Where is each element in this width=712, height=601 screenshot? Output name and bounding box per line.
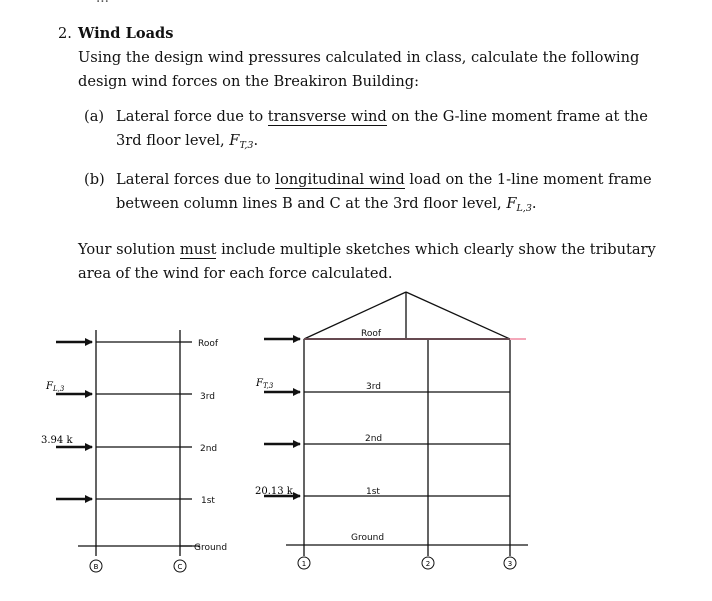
right-label-ground: Ground [351, 533, 385, 543]
right-label-2nd: 2nd [365, 434, 383, 444]
problem-number: 2. [58, 25, 72, 42]
part-b-label: (b) [84, 171, 105, 188]
underlined-must: must [179, 241, 217, 258]
right-level-labels [351, 329, 384, 543]
underlined-transverse-wind: transverse wind [267, 108, 387, 125]
roof-rafter-right [406, 292, 510, 339]
symbol-fl3: $F_{L,3}$ [506, 195, 532, 214]
roof-rafter-left [304, 292, 406, 339]
right-wind-arrows [264, 339, 300, 496]
bubble-c-label: C [177, 563, 183, 571]
part-a-label: (a) [84, 108, 105, 125]
right-label-roof: Roof [361, 329, 382, 339]
right-force-symbol: $F_{T,3}$ [256, 378, 274, 390]
right-label-3rd: 3rd [366, 382, 381, 392]
left-frame [78, 330, 200, 556]
underlined-longitudinal-wind: longitudinal wind [275, 171, 405, 188]
bubble-1-label: 1 [301, 560, 307, 568]
bubble-b-label: B [93, 563, 99, 571]
left-label-2nd: 2nd [200, 444, 218, 454]
left-wind-arrows [56, 342, 92, 499]
problem-intro: Using the design wind pressures calculated in class, calculate the following design wind forces on the Breakiron Building: [78, 49, 640, 90]
part-b-text: Lateral forces due to longitudinal wind load on the 1-line moment frame between column lines B and C at the 3rd floor level, $F_{L,3}$. [116, 171, 652, 214]
right-frame [286, 292, 528, 556]
problem-title: Wind Loads [78, 25, 174, 42]
right-force-value: 20.13 k [255, 486, 293, 497]
part-a-text: Lateral force due to transverse wind on the G-line moment frame at the 3rd floor level, $F_{T,3}$. [116, 108, 648, 151]
left-level-labels [194, 339, 227, 553]
left-force-value: 3.94 k [41, 435, 73, 446]
right-column-bubbles [298, 557, 516, 569]
left-label-3rd: 3rd [200, 392, 215, 402]
left-label-ground: Ground [194, 543, 228, 553]
left-label-1st: 1st [201, 496, 215, 506]
bubble-3-label: 3 [507, 560, 513, 568]
left-label-roof: Roof [198, 339, 219, 349]
left-force-symbol: $F_{L,3}$ [46, 381, 65, 393]
left-column-bubbles [90, 560, 186, 572]
solution-instructions: Your solution must include multiple sketches which clearly show the tributary area of the wind for each force calculated. [78, 241, 656, 282]
right-label-1st: 1st [366, 487, 380, 497]
bubble-2-label: 2 [425, 560, 431, 568]
symbol-ft3: $F_{T,3}$ [229, 132, 254, 151]
